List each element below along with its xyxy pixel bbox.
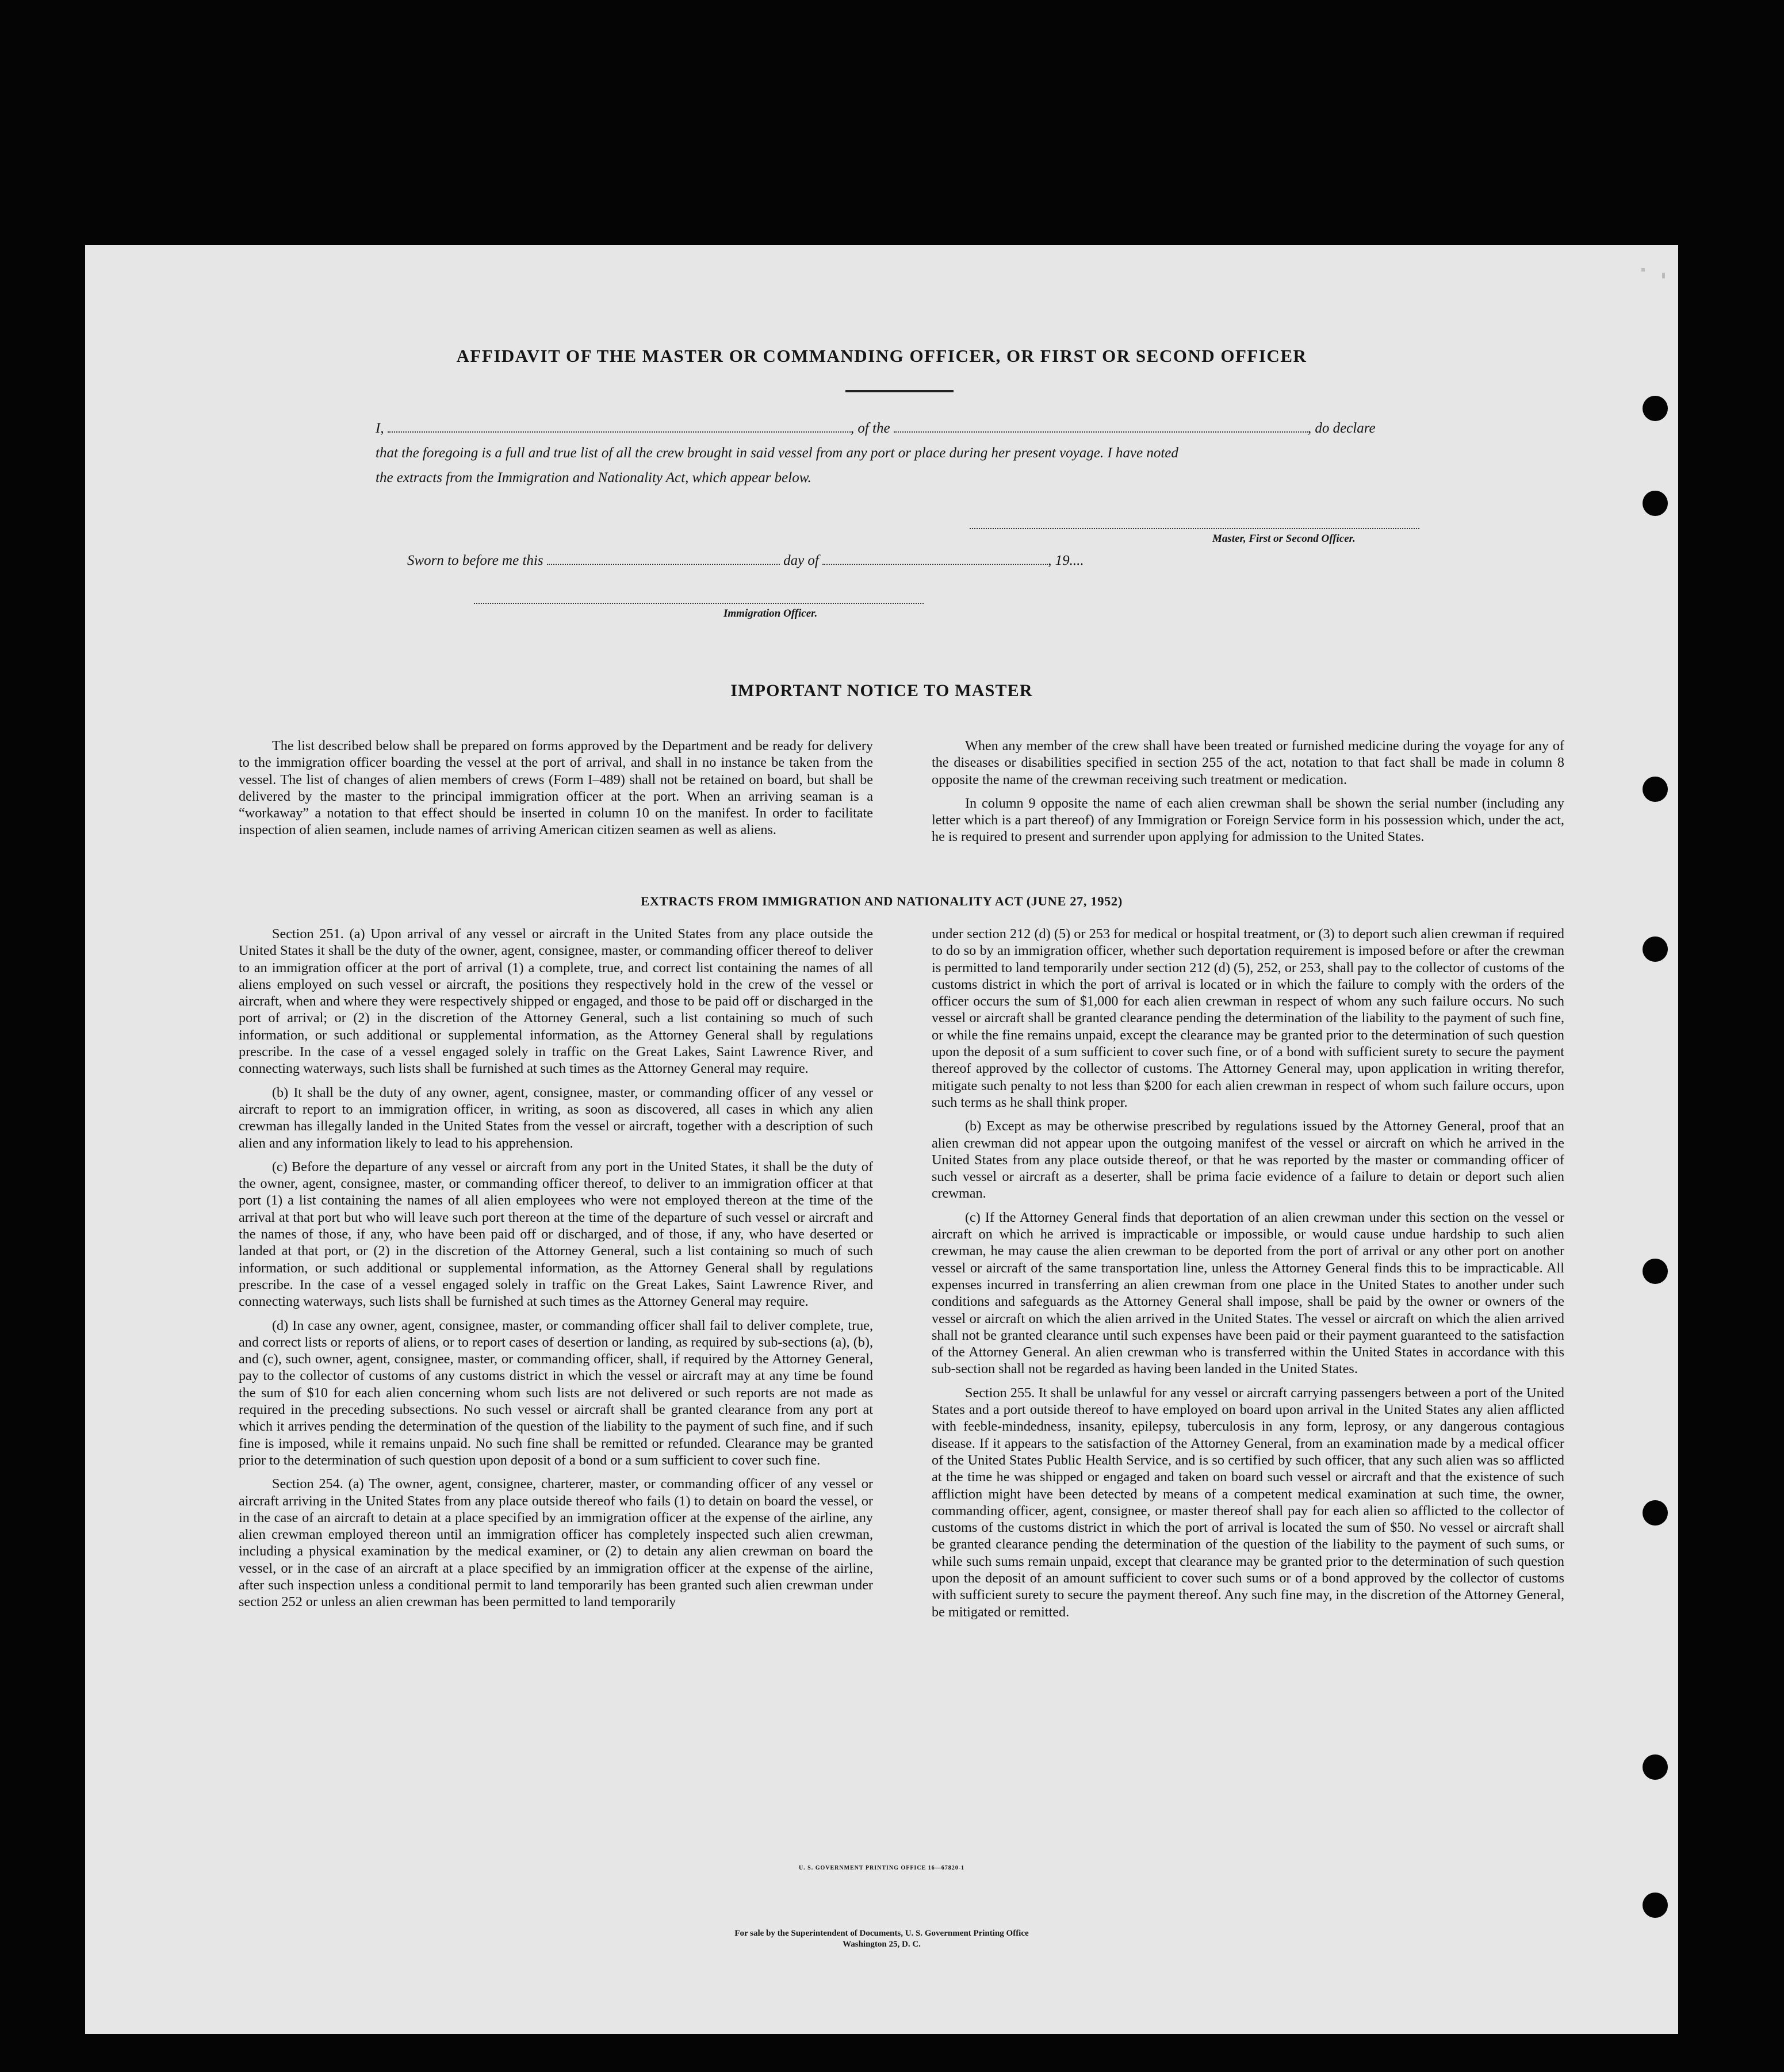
binder-hole bbox=[1643, 396, 1668, 421]
binder-hole bbox=[1643, 936, 1668, 962]
sworn-label: Sworn to before me this bbox=[407, 553, 543, 568]
sale-line-2: Washington 25, D. C. bbox=[843, 1940, 921, 1949]
extracts-right-column bbox=[932, 926, 1564, 1627]
i-label: I, bbox=[376, 420, 384, 436]
notice-left-column bbox=[239, 737, 873, 846]
form-page bbox=[85, 245, 1678, 2034]
binder-hole bbox=[1643, 1754, 1668, 1780]
section-251a: Section 251. (a) Upon arrival of any vessel or aircraft in the United States from any place outside the United States it shall be the duty of the owner, agent, consignee, master, or commanding officer thereof to deliver to an immigration officer at the port of arrival (1) a complete, true, and correct list containing the names of all aliens employed on such vessel or aircraft, the positions they respectively hold in the crew of the vessel or aircraft, when and where they were respectively shipped or engaged, and those to be paid off or discharged in the port of arrival; or (2) in the discretion of the Attorney General, such a list containing so much of such information, or such additional or supplemental information, as the Attorney General shall by regulations prescribe. In the case of a vessel engaged solely in traffic on the Great Lakes, Saint Lawrence River, and connecting waterways, such lists shall be furnished at such times as the Attorney General may require. bbox=[239, 926, 873, 1077]
sale-line-1: For sale by the Superintendent of Documents, U. S. Government Printing Office bbox=[734, 1929, 1029, 1938]
notice-right-para-1: When any member of the crew shall have been treated or furnished medicine during the voyage for any of the diseases or disabilities specified in section 255 of the act, notation to that fact shall be made in column 8 opposite the name of the crewman receiving such treatment or medication. bbox=[932, 738, 1564, 787]
section-254a-continued: under section 212 (d) (5) or 253 for medical or hospital treatment, or (3) to deport such alien crewman if required to do so by an immigration officer, whether such deportation requirement is imposed before or after the crewman is permitted to land temporarily under section 212 (d) (5), 252, or 253, shall pay to the collector of customs of the customs district in which the port of arrival is located or in which the failure to comply with the orders of the officer occurs the sum of $1,000 for each alien crewman in respect of whom any such failure occurs. No such vessel or aircraft shall be granted clearance pending the determination of the liability to the payment of such fine, or while the fine remains unpaid, except the clearance may be granted prior to the determination of such question upon the deposit of a sum sufficient to cover such fine, or of a bond with sufficient surety to secure the payment thereof approved by the collector of customs. The Attorney General may, upon application in writing therefor, mitigate such penalty to not less than $200 for each alien crewman in respect of whom such failure occurs, upon such terms as he shall think proper. bbox=[932, 926, 1564, 1110]
section-254a: Section 254. (a) The owner, agent, consignee, charterer, master, or commanding officer of any vessel or aircraft arriving in the United States from any place outside thereof who fails (1) to detain on board the vessel, or in the case of an aircraft to detain at a place specified by an immigration officer at the expense of the airline, any alien crewman employed thereon until an immigration officer has completely inspected such alien crewman, including a physical examination by the medical examiner, or (2) to detain any alien crewman on board the vessel, or in the case of an aircraft at a place specified by an immigration officer at the expense of the airline, after such inspection unless a conditional permit to land temporarily has been granted such alien crewman under section 252 or unless an alien crewman has been permitted to land temporarily bbox=[239, 1476, 873, 1610]
statement-line-2: the extracts from the Immigration and Nationality Act, which appear below. bbox=[376, 470, 811, 485]
declaration-line bbox=[376, 416, 1514, 441]
section-254c: (c) If the Attorney General finds that deportation of an alien crewman under this section on the vessel or aircraft on which he arrived is impracticable or impossible, or would cause undue hardship to such alien crewman, he may cause the alien crewman to be deported from the port of arrival or any other port on another vessel or aircraft of the same transportation line, unless the Attorney General finds this to be impracticable. All expenses incurred in transferring an alien crewman from one place in the United States to another under such conditions and safeguards as the Attorney General shall impose, shall be paid by the owner or owners of the vessel or aircraft on which the alien arrived in the United States. The vessel or aircraft on which the alien arrived shall not be granted clearance until such expenses have been paid or their payment guaranteed to the satisfaction of the Attorney General. An alien crewman who is transferred within the United States in accordance with this sub-section shall not be regarded as having been landed in the United States. bbox=[932, 1209, 1564, 1377]
vessel-name-field[interactable] bbox=[894, 421, 1308, 433]
notice-left-para: The list described below shall be prepared on forms approved by the Department and be ready for delivery to the immigration officer boarding the vessel at the port of arrival, and shall in no instance be taken from the vessel. The list of changes of alien members of crews (Form I–489) shall not be retained on board, but shall be delivered by the master to the principal immigration officer at the port. When an arriving seaman is a “workaway” a notation to that effect should be inserted in column 10 on the manifest. In order to facilitate inspection of alien seamen, include names of arriving American citizen seamen as well as aliens. bbox=[239, 738, 873, 838]
notice-right-para-2: In column 9 opposite the name of each alien crewman shall be shown the serial number (including any letter which is a part thereof) of any Immigration or Foreign Service form in his possession which, under the act, he is required to present and surrender upon applying for admission to the United States. bbox=[932, 795, 1564, 845]
section-255: Section 255. It shall be unlawful for any vessel or aircraft carrying passengers between a port of the United States and a port outside thereof to have employed on board upon arrival in the United States any alien afflicted with feeble-mindedness, insanity, epilepsy, tuberculosis in any form, leprosy, or any dangerous contagious disease. If it appears to the satisfaction of the Attorney General, from an examination made by a medical officer of the United States Public Health Service, and is so certified by such officer, that any such alien was so afflicted at the time he was shipped or engaged and taken on board such vessel or aircraft and that the existence of such affliction might have been detected by means of a competent medical examination at such time, the owner, commanding officer, agent, consignee, or master thereof shall pay for each alien so afflicted to the collector of customs of the customs district in which the port of arrival is located the sum of $50. No vessel or aircraft shall be granted clearance pending the determination of the question of the liability to the payment of such sums, or while such sums remain unpaid, except that clearance may be granted prior to the determination of such question upon the deposit of an amount sufficient to cover such sums or of a bond approved by the collector of customs with sufficient surety to secure the payment thereof. Any such fine may, in the discretion of the Attorney General, be mitigated or remitted. bbox=[932, 1385, 1564, 1620]
extracts-title: EXTRACTS FROM IMMIGRATION AND NATIONALITY ACT (JUNE 27, 1952) bbox=[641, 894, 1123, 908]
master-name-field[interactable] bbox=[388, 421, 851, 433]
affidavit-title: AFFIDAVIT OF THE MASTER OR COMMANDING OFFICER, OR FIRST OR SECOND OFFICER bbox=[456, 346, 1307, 366]
section-251b: (b) It shall be the duty of any owner, agent, consignee, master, or commanding officer of any vessel or aircraft to report to an immigration officer, in writing, as soon as discovered, all cases in which any alien crewman has illegally landed in the United States from the vessel or aircraft, together with a description of such alien and any information likely to lead to his apprehension. bbox=[239, 1084, 873, 1151]
sworn-month-field[interactable] bbox=[822, 553, 1048, 565]
binder-hole bbox=[1643, 491, 1668, 516]
statement-line-1: that the foregoing is a full and true list of all the crew brought in said vessel from any port or place during her present voyage. I have noted bbox=[376, 445, 1178, 461]
title-rule bbox=[845, 390, 954, 392]
notice-title: IMPORTANT NOTICE TO MASTER bbox=[730, 681, 1033, 700]
sworn-day-field[interactable] bbox=[547, 553, 780, 565]
section-254b: (b) Except as may be otherwise prescribed by regulations issued by the Attorney General, proof that an alien crewman did not appear upon the outgoing manifest of the vessel or aircraft on which he arrived in the United States from any place outside thereof, or that he was reported by the master or commanding officer of such vessel or aircraft as a deserter, shall be prima facie evidence of a failure to detain or deport such alien crewman. bbox=[932, 1118, 1564, 1202]
officer-signature-caption: Immigration Officer. bbox=[723, 607, 818, 620]
paper-speck bbox=[1662, 273, 1665, 278]
sworn-line bbox=[407, 553, 1084, 569]
paper-speck bbox=[1641, 268, 1645, 272]
master-signature-caption: Master, First or Second Officer. bbox=[1212, 533, 1356, 545]
officer-signature-line[interactable] bbox=[474, 603, 924, 604]
section-251d: (d) In case any owner, agent, consignee, master, or commanding officer shall fail to deliver complete, true, and correct lists or reports of aliens, or to report cases of desertion or landing, as required by sub-sections (a), (b), and (c), such owner, agent, consignee, master, or commanding officer, shall, if required by the Attorney General, pay to the collector of customs of any customs district in which the vessel or aircraft may at any time be found the sum of $10 for each alien concerning whom such lists are not delivered or such reports are not made as required in the preceding subsections. No such vessel or aircraft shall be granted clearance from any port at which it arrives pending the determination of the question of the liability to the payment of such fine, and if such fine is imposed, while it remains unpaid. No such fine shall be remitted or refunded. Clearance may be granted prior to the determination of such question upon deposit of a bond or a sum sufficient to cover such fine. bbox=[239, 1317, 873, 1468]
do-declare-label: , do declare bbox=[1307, 420, 1376, 436]
master-signature-line[interactable] bbox=[970, 528, 1419, 529]
section-251c: (c) Before the departure of any vessel or aircraft from any port in the United States, it shall be the duty of the owner, agent, consignee, master, or commanding officer thereof, to deliver to an immigration officer at that port (1) a list containing the names of all alien employees who were not employed thereon at the time of the arrival at that port but who will leave such port thereon at the time of the departure of such vessel or aircraft and the names of those, if any, who have been paid off or discharged, and of those, if any, who have deserted or landed at that port, or (2) in the discretion of the Attorney General, such a list containing so much of such information, or such additional or supplemental information, as the Attorney General shall by regulations prescribe. In the case of a vessel engaged solely in traffic on the Great Lakes, Saint Lawrence River, and connecting waterways, such lists shall be furnished at such times as the Attorney General may require. bbox=[239, 1159, 873, 1310]
day-of-label: day of bbox=[783, 553, 819, 568]
binder-hole bbox=[1643, 1259, 1668, 1284]
binder-hole bbox=[1643, 1500, 1668, 1526]
binder-hole bbox=[1643, 777, 1668, 802]
printing-office-line: U. S. GOVERNMENT PRINTING OFFICE 16—67820-1 bbox=[798, 1865, 965, 1871]
sale-notice bbox=[85, 1928, 1678, 1950]
notice-right-column bbox=[932, 737, 1564, 852]
extracts-left-column bbox=[239, 926, 873, 1618]
year-label: , 19.... bbox=[1048, 553, 1084, 568]
binder-hole bbox=[1643, 1893, 1668, 1918]
of-the-label: , of the bbox=[850, 420, 890, 436]
declaration-block bbox=[376, 416, 1514, 490]
